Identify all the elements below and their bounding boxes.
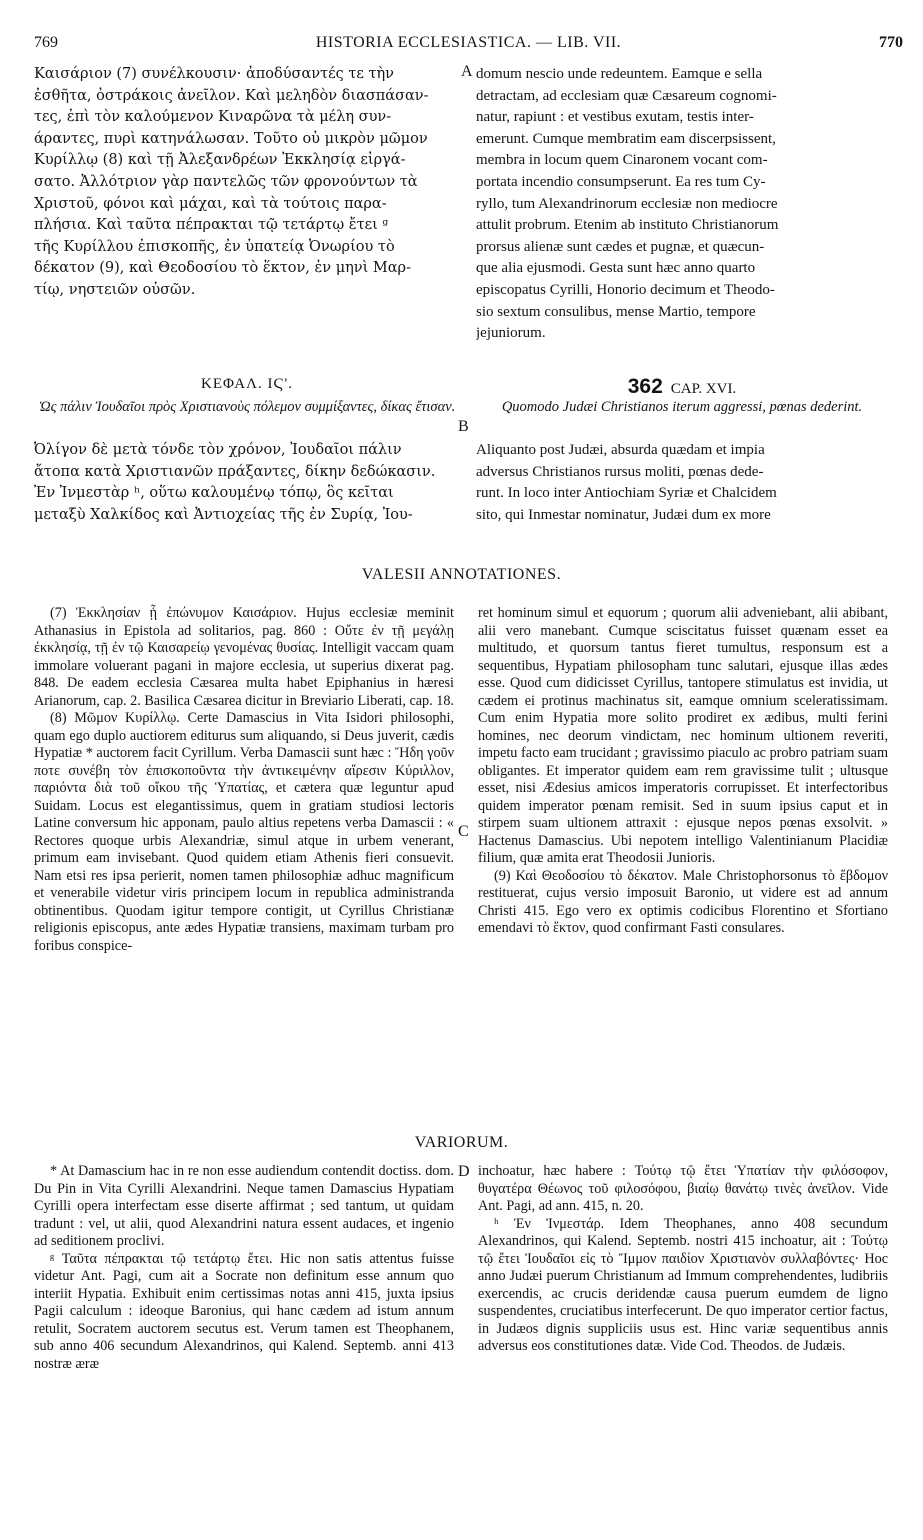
- latin-line: detractam, ad ecclesiam quæ Cæsareum cognomi-: [476, 87, 777, 104]
- margin-marker-d: D: [458, 1163, 470, 1180]
- latin-line: jejuniorum.: [476, 325, 546, 342]
- latin-line: membra in locum quem Cinaronem vocant com-: [476, 152, 768, 169]
- note-paragraph: ret hominum simul et equorum ; quorum alii adveniebant, alii abibant, alii vero manebant. Cumque sciscitatus fuisset quænam esset ea multitudo, et quorsum tantus fieret tumultus, responsum est a sequentibus, Hypatiam philosopham tunc salutari, ejusque illas ædes esse. Quod cum didicisset Cyrillus, tantopere stimulatus est invidia, ut cædem ei protinus machinatus sit, eamque omnium sceleratissimam. Cum enim Hypatia more solito prodiret ex ædibus, multi ferini homines, nec deorum vindictam, nec hominum ultionem reveriti, impetu facto eam trucidant ; gravissimo piaculo ac probro patriam suam obligantes. Et imperator quidem eam rem gravissime tulit ; ultusque esset, nisi Ædesius amicos imperatoris corrupisset. Et interfectoribus quidem imperator pœnam remisit. Sed in suum ipsius caput et in stirpem suam ultionem attraxit : ejusque nepos pœnas exsolvit. » Hactenus Damascius. Ubi nepotem intelligo Valentinianum Placidiæ filium, quæ amita erat Theodosii Junioris.: [478, 605, 888, 866]
- margin-marker-a: A: [461, 63, 473, 80]
- running-header: [34, 34, 903, 54]
- latin-line: emerunt. Cumque membratim eam discerpsissent,: [476, 130, 776, 147]
- column-number: 362: [627, 375, 663, 398]
- latin-line: ryllo, tum Alexandrinorum ecclesiæ non mediocre: [476, 195, 778, 212]
- note-paragraph: (9) Καὶ Θεοδοσίου τὸ δέκατον. Male Christophorsonus τὸ ἕβδομον restituerat, cujus versio imposuit Baronio, ut videre est ad annum Christi 415. Ego vero ex optimis codicibus Florentino et Sfortiano emendavi τὸ ἕκτον, quod confirmant Fasti consulares.: [478, 867, 888, 936]
- note-paragraph: ʰ Ἐν Ἰνμεστάρ. Idem Theophanes, anno 408 secundum Alexandrinos, qui Kalend. Septemb. nostri 415 inchoatur, ait : Τούτῳ τῷ ἔτει Ἰουδαῖοι εἰς τὸ Ἴμμον παιδίον Χριστιανὸν συλλαβόντες· Hoc anno Judæi puerum Christianum ad Immum comprehendentes, ludibriis exercendis, ac crucis deridendæ causa puerum eumdem de ligno suspendentes, cruciatibus interfecerunt. De quo imperator certior factus, in Judæos dignis suppliciis usus est. Hinc variæ sequentibus annis adversus eos constitutiones datæ. Vide Cod. Theodos. de Judæis.: [478, 1215, 888, 1354]
- margin-marker-c: C: [458, 823, 469, 840]
- page-number-left: 769: [34, 34, 58, 51]
- latin-line: attulit probrum. Etenim ab instituto Christianorum: [476, 217, 779, 234]
- latin-chapter-summary: Quomodo Judæi Christianos iterum aggressi, pœnas dederint.: [501, 399, 863, 415]
- greek-line: δέκατον (9), καὶ Θεοδοσίου τὸ ἕκτον, ἐν μηνὶ Μαρ-: [34, 260, 411, 277]
- valesii-notes-right: [478, 605, 888, 938]
- greek-line: Ὀλίγον δὲ μετὰ τόνδε τὸν χρόνον, Ἰουδαῖοι πάλιν: [34, 442, 402, 458]
- latin-line: Aliquanto post Judæi, absurda quædam et impia: [476, 442, 765, 458]
- greek-line: Χριστοῦ, φόνοι καὶ μάχαι, καὶ τὰ τούτοις παρα-: [34, 195, 387, 212]
- margin-marker-b: B: [458, 418, 469, 435]
- greek-chapter-summary: Ὡς πάλιν Ἰουδαῖοι πρὸς Χριστιανοὺς πόλεμον συμμίξαντες, δίκας ἔτισαν.: [38, 399, 456, 415]
- greek-line: μεταξὺ Χαλκίδος καὶ Ἀντιοχείας τῆς ἐν Συρίᾳ, Ἰου-: [34, 506, 413, 523]
- latin-text-column-2: [476, 440, 888, 526]
- latin-chapter-label: CAP. XVI.: [670, 381, 737, 397]
- latin-line: natur, rapiunt : et vestibus exutam, testis inter-: [476, 109, 754, 126]
- greek-line: άραντες, πυρὶ κατηνάλωσαν. Τοῦτο οὐ μικρὸν μῶμον: [34, 130, 428, 147]
- note-paragraph: ᵍ Ταῦτα πέπρακται τῷ τετάρτῳ ἔτει. Hic non satis attentus fuisse videtur Ant. Pagi, cum ait a Socrate non definitum esse annum quo interiit Hypatia. Exhibuit enim certissimas notas anni 415, juxta ipsius Pagii calculum : ideoque Baronius, qui hanc cædem ad istum annum retulit, Socratem auctorem secutus est. Verum tamen est Theophanem, sub anno 406 secundum Alexandrinos, qui Kalend. Septemb. anni 413 nostræ æræ: [34, 1250, 454, 1372]
- latin-line: sito, qui Inmestar nominatur, Judæi dum ex more: [476, 506, 771, 523]
- greek-line: τες, ἐπὶ τὸν καλούμενον Κιναρῶνα τὰ μέλη συν-: [34, 109, 392, 126]
- greek-line: ἄτοπα κατὰ Χριστιανῶν πράξαντες, δίκην δεδώκασιν.: [34, 463, 436, 480]
- greek-line: σατο. Ἀλλότριον γὰρ παντελῶς τῶν φρονούντων τὰ: [34, 173, 418, 190]
- variorum-notes-left: [34, 1163, 454, 1373]
- note-paragraph: (8) Μῶμον Κυρίλλῳ. Certe Damascius in Vita Isidori philosophi, quam ego duplo auctiorem editurus sum aliquando, si Deus juverit, cædis Hypatiæ * auctorem facit Cyrillum. Verba Damascii sunt hæc : Ἤδη γοῦν ποτε συνέβη τὸν ἐπισκοποῦντα τὴν ἀντικειμένην αἵρεσιν Κύριλλον, παριόντα διὰ τοῦ οἴκου τῆς Ὑπατίας, et cætera quæ leguntur apud Suidam. Locus est elegantissimus, quem in gratiam studiosi lectoris Latine conversum hic apponam, paulo altius repetens verba Damascii : « Rectores quoque urbis Alexandriæ, simul atque in urbem venerant, primum eam invisebant. Quod quidem etiam Athenis fieri consuevit. Nam etsi res ipsa perierit, nomen tamen philosophiæ adhuc magnificum et venerabile videtur viris principem locum in republica administranda obtinentibus. Quodam igitur tempore contigit, ut Cyrillus Christianæ religionis episcopus, ante ædes Hypatiæ transiens, maximam turbam pro foribus conspice-: [34, 710, 454, 954]
- greek-line: Καισάριον (7) συνέλκουσιν· ἀποδύσαντές τε τὴν: [34, 66, 394, 82]
- greek-line: Ἐν Ἰνμεστὰρ ʰ, οὕτω καλουμένῳ τόπῳ, ὃς κεῖται: [34, 485, 394, 502]
- note-paragraph: inchoatur, hæc habere : Τούτῳ τῷ ἔτει Ὑπατίαν τὴν φιλόσοφον, θυγατέρα Θέωνος τοῦ φιλοσόφου, βιαίῳ θανάτῳ τινὲς ἀνεῖλον. Vide Ant. Pagi, ad ann. 415, n. 20.: [478, 1163, 888, 1214]
- note-paragraph: * At Damascium hac in re non esse audiendum contendit doctiss. dom. Du Pin in Vita Cyrilli Alexandrini. Neque tamen Damascius Hypatiam Cyrilli opera interfectam esse diserte affirmat ; sed tantum, ut quidam tradunt : vel, ut alii, quod Alexandrini natura essent audaces, et ingenio ad seditionem proclivi.: [34, 1163, 454, 1249]
- latin-line: domum nescio unde redeuntem. Eamque e sella: [476, 66, 763, 82]
- note-paragraph: (7) Ἐκκλησίαν ᾗ ἐπώνυμον Καισάριον. Hujus ecclesiæ meminit Athanasius in Epistola ad solitarios, pag. 860 : Οὔτε ἐν τῇ μεγάλῃ ἐκκλησίᾳ, τῇ ἐν τῷ Καισαρείῳ γενομένας θυσίας. Intelligit vaccam quam immolare voluerant pagani in majore ecclesia, ut superius dixerat pag. 848. De eadem ecclesia Cæsarea multa habet Epiphanius in hæresi Arianorum, cap. 2. Basilica Cæsarea dicitur in Breviario Liberati, cap. 18.: [34, 605, 454, 709]
- latin-line: prorsus alienæ sunt cædes et pugnæ, et quæcun-: [476, 238, 765, 255]
- greek-line: τῆς Κυρίλλου ἐπισκοπῆς, ἐν ὑπατείᾳ Ὀνωρίου τὸ: [34, 238, 395, 255]
- latin-line: adversus Christianos rursus moliti, pœnas dede-: [476, 463, 764, 480]
- valesii-heading: VALESII ANNOTATIONES.: [361, 566, 562, 583]
- latin-line: que alia ejusmodi. Gesta sunt hæc anno quarto: [476, 260, 756, 277]
- latin-text-column: [476, 64, 888, 345]
- variorum-notes-right: [478, 1163, 888, 1356]
- greek-line: ἐσθῆτα, ὀστράκοις ἀνεῖλον. Καὶ μεληδὸν διασπάσαν-: [34, 87, 429, 104]
- greek-line: Κυρίλλῳ (8) καὶ τῇ Ἀλεξανδρέων Ἐκκλησίᾳ εἰργά-: [34, 152, 406, 169]
- greek-chapter-heading: ΚΕΦΑΛ. ΙϚ'.: [201, 376, 293, 392]
- running-title: HISTORIA ECCLESIASTICA. — LIB. VII.: [315, 34, 622, 51]
- latin-line: episcopatus Cyrilli, Honorio decimum et Theodo-: [476, 281, 775, 298]
- valesii-notes-left: [34, 605, 454, 955]
- latin-line: portata incendio consumpserunt. Ea res tum Cy-: [476, 173, 766, 190]
- greek-text-column: [34, 64, 460, 302]
- latin-chapter-heading: [476, 375, 888, 399]
- variorum-heading: VARIORUM.: [414, 1134, 509, 1151]
- greek-text-column-2: [34, 440, 460, 526]
- page-number-right: 770: [879, 34, 903, 51]
- latin-line: runt. In loco inter Antiochiam Syriæ et Chalcidem: [476, 485, 777, 502]
- greek-line: πλήσια. Καὶ ταῦτα πέπρακται τῷ τετάρτῳ ἔτει ᵍ: [34, 217, 389, 234]
- greek-line: τίῳ, νηστειῶν οὐσῶν.: [34, 281, 196, 298]
- latin-line: sio sextum consulibus, mense Martio, tempore: [476, 303, 756, 320]
